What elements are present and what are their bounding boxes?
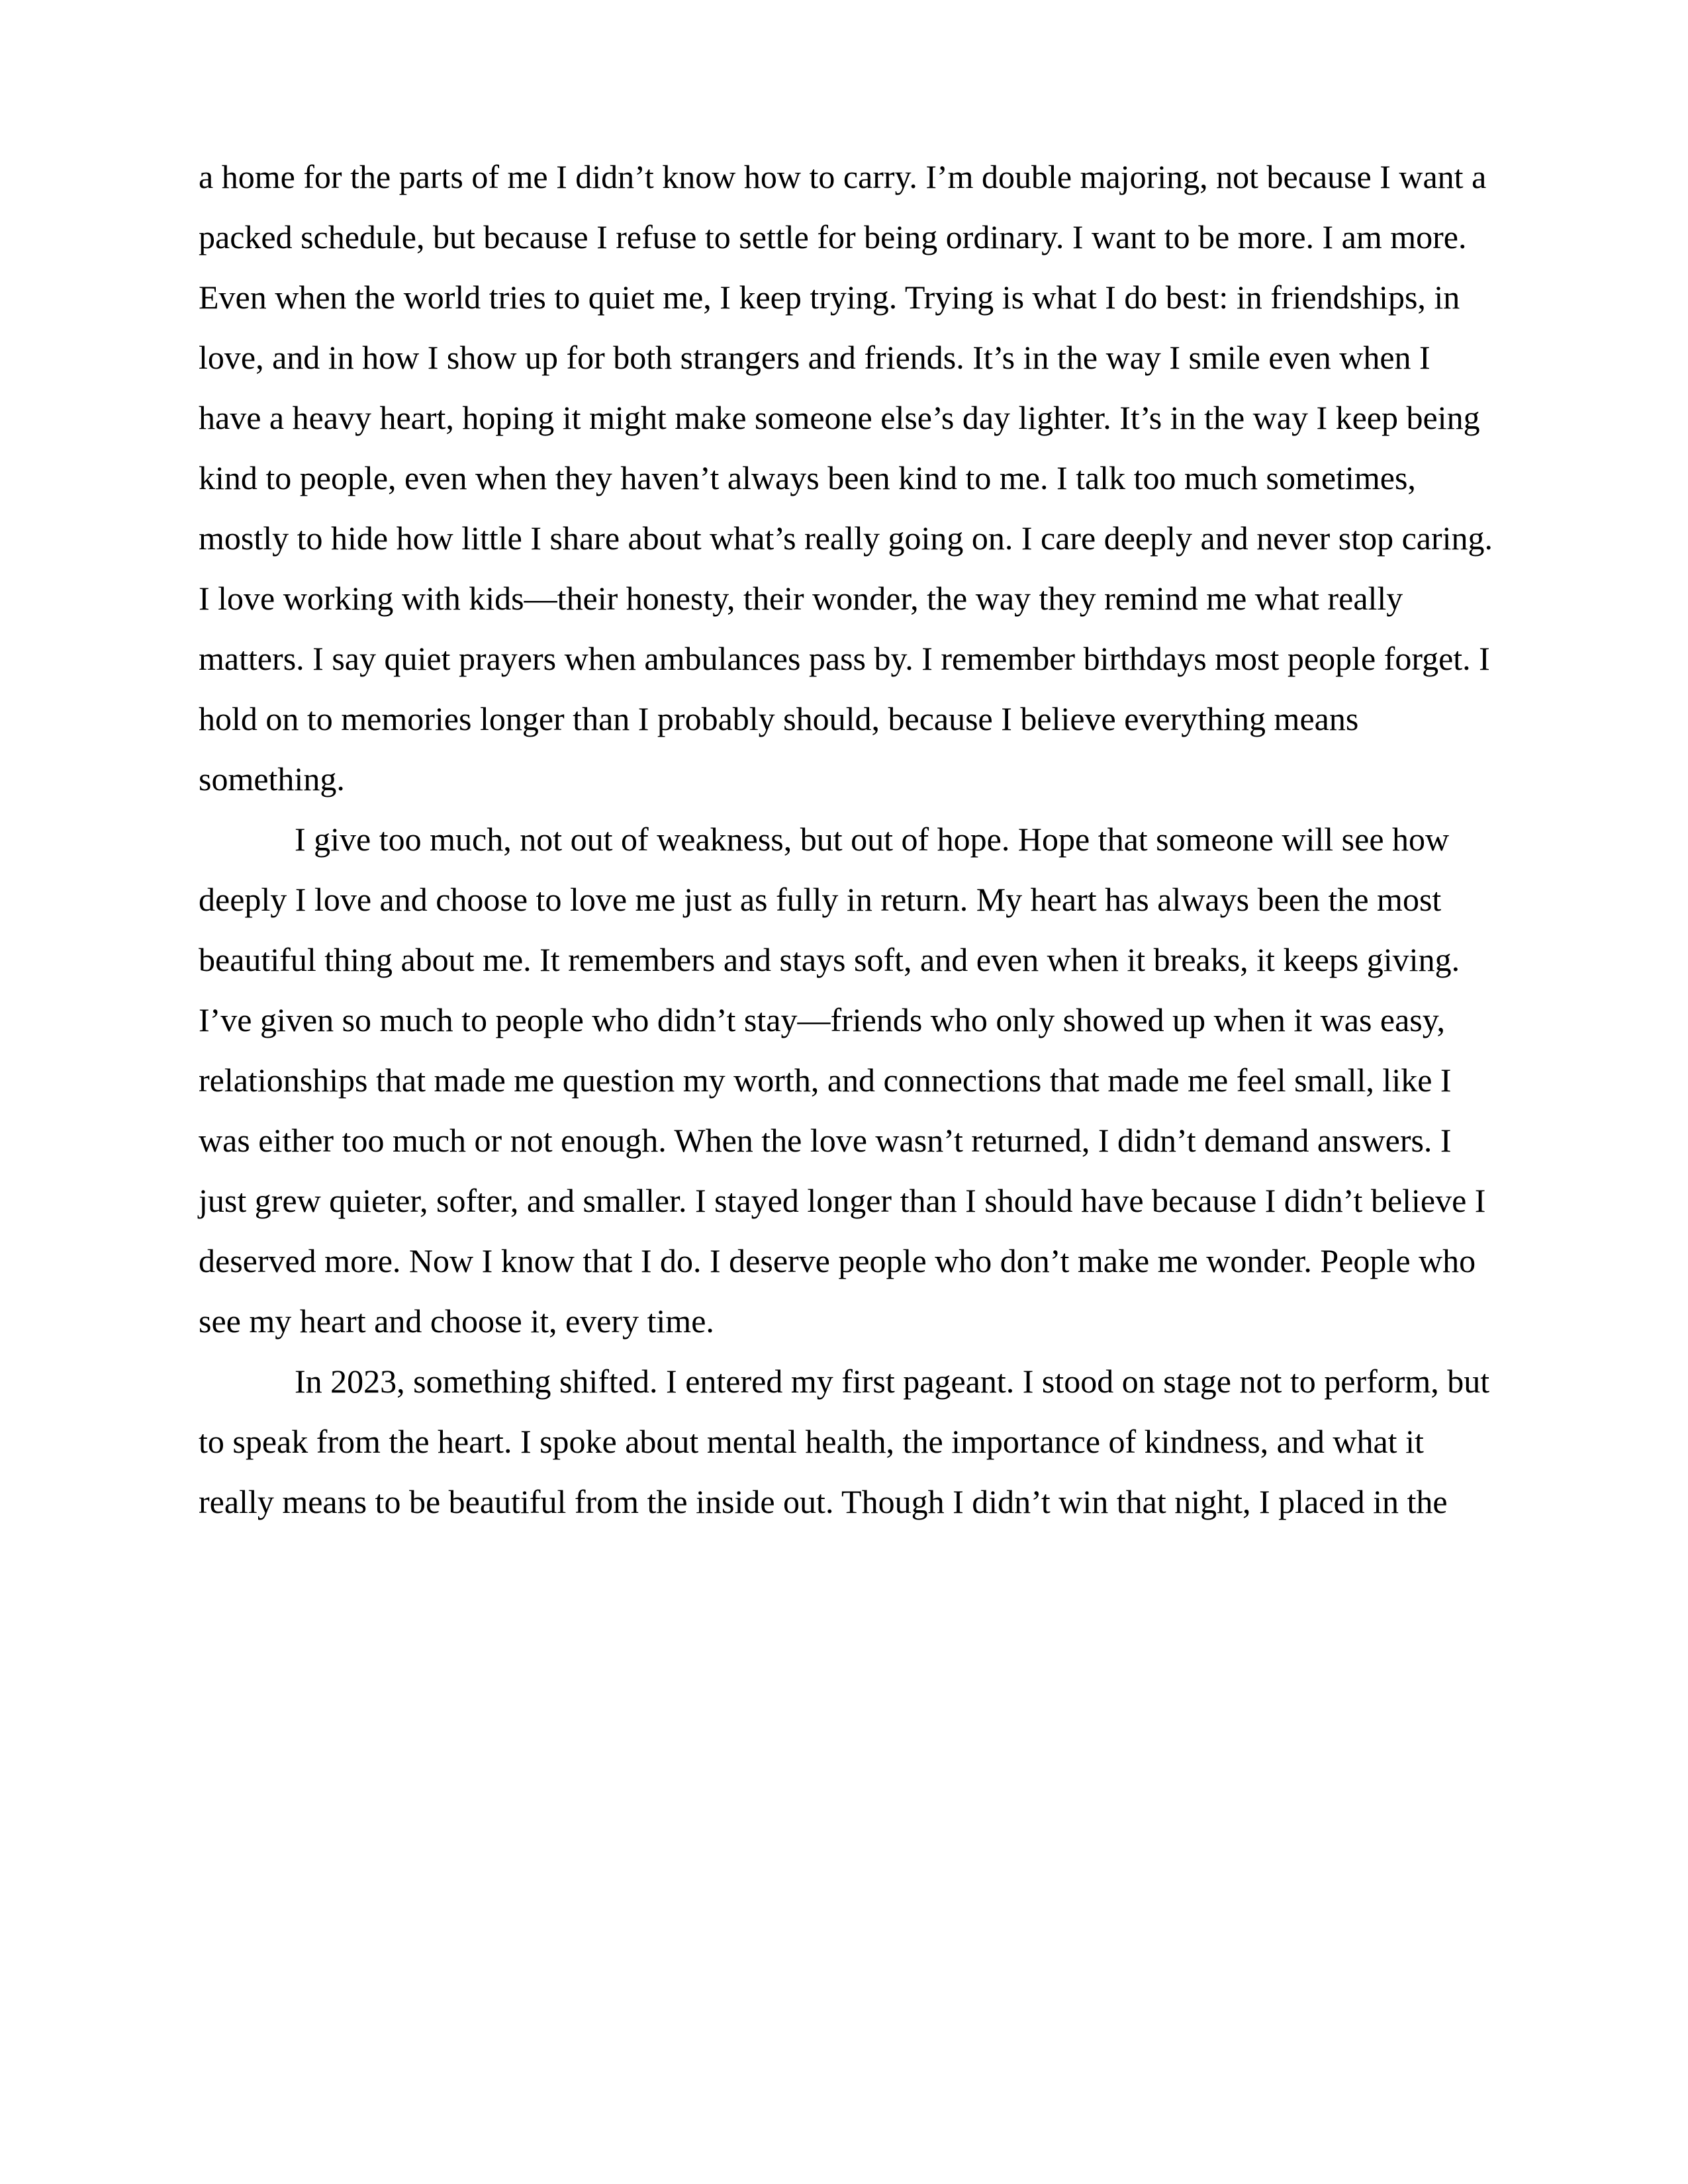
body-paragraph-pageant: In 2023, something shifted. I entered my first pageant. I stood on stage not to perform, but to speak from the heart. I spoke about mental health, the importance of kindness, and what it really means to be beautiful from the inside out. Though I didn’t win that night, I placed in the <box>199 1363 1490 1520</box>
document-body <box>199 147 1493 1532</box>
body-paragraph-continuation: a home for the parts of me I didn’t know how to carry. I’m double majoring, not because I want a packed schedule, but because I refuse to settle for being ordinary. I want to be more. I am more. Even when the world tries to quiet me, I keep trying. Trying is what I do best: in friendships, in love, and in how I show up for both strangers and friends. It’s in the way I smile even when I have a heavy heart, hoping it might make someone else’s day lighter. It’s in the way I keep being kind to people, even when they haven’t always been kind to me. I talk too much sometimes, mostly to hide how little I share about what’s really going on. I care deeply and never stop caring. I love working with kids—their honesty, their wonder, the way they remind me what really matters. I say quiet prayers when ambulances pass by. I remember birthdays most people forget. I hold on to memories longer than I probably should, because I believe everything means something. <box>199 158 1493 797</box>
body-paragraph-giving: I give too much, not out of weakness, but out of hope. Hope that someone will see how deeply I love and choose to love me just as fully in return. My heart has always been the most beautiful thing about me. It remembers and stays soft, and even when it breaks, it keeps giving. I’ve given so much to people who didn’t stay—friends who only showed up when it was easy, relationships that made me question my worth, and connections that made me feel small, like I was either too much or not enough. When the love wasn’t returned, I didn’t demand answers. I just grew quieter, softer, and smaller. I stayed longer than I should have because I didn’t believe I deserved more. Now I know that I do. I deserve people who don’t make me wonder. People who see my heart and choose it, every time. <box>199 821 1486 1340</box>
